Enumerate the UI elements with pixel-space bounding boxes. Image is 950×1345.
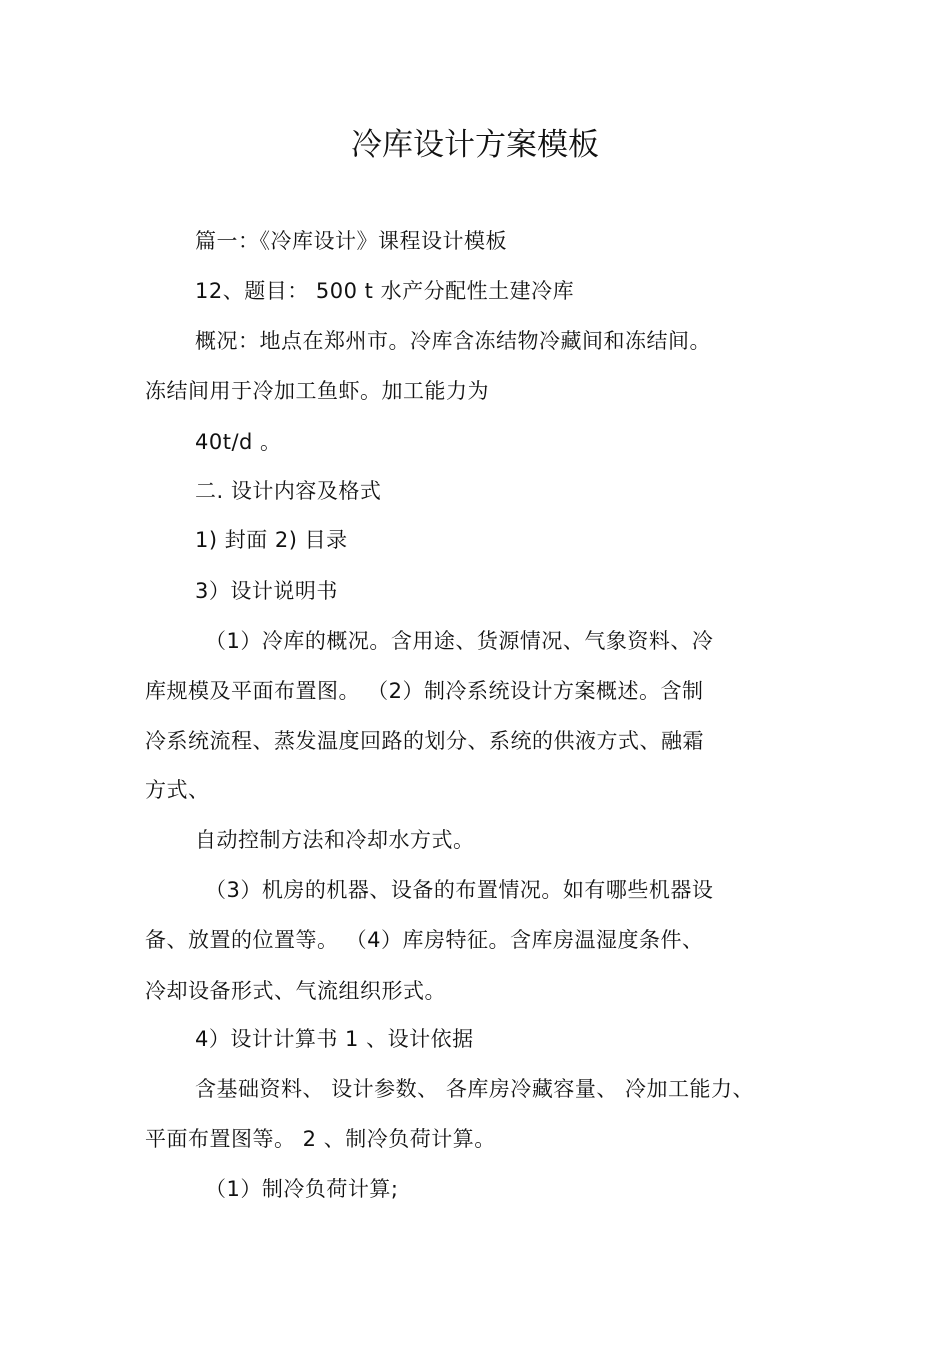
paragraph-line: 冷系统流程、蒸发温度回路的划分、系统的供液方式、融霜 — [145, 729, 704, 753]
document-title: 冷库设计方案模板 — [351, 127, 599, 163]
paragraph-line: 含基础资料、 设计参数、 各库房冷藏容量、 冷加工能力、 — [195, 1077, 755, 1101]
paragraph-line: 备、放置的位置等。 （4）库房特征。含库房温湿度条件、 — [145, 928, 704, 952]
paragraph-line: （1）制冷负荷计算; — [205, 1177, 399, 1201]
paragraph-line: 冻结间用于冷加工鱼虾。加工能力为 — [145, 379, 489, 403]
paragraph-line: （1）冷库的概况。含用途、货源情况、气象资料、冷 — [205, 629, 714, 653]
paragraph-line: 方式、 — [145, 778, 210, 802]
paragraph-line: （3）机房的机器、设备的布置情况。如有哪些机器设 — [205, 878, 714, 902]
paragraph-line: 40t/d 。 — [195, 430, 282, 454]
paragraph-line: 4）设计计算书 1 、设计依据 — [195, 1027, 474, 1051]
paragraph-line: 概况：地点在郑州市。冷库含冻结物冷藏间和冻结间。 — [195, 329, 711, 353]
paragraph-line: 1) 封面 2) 目录 — [195, 528, 348, 552]
paragraph-line: 二. 设计内容及格式 — [195, 479, 382, 503]
paragraph-line: 篇一：《冷库设计》课程设计模板 — [195, 229, 507, 253]
paragraph-line: 12、题目： 500 t 水产分配性土建冷库 — [195, 279, 575, 303]
paragraph-line: 平面布置图等。 2 、制冷负荷计算。 — [145, 1127, 496, 1151]
paragraph-line: 3）设计说明书 — [195, 579, 338, 603]
paragraph-line: 自动控制方法和冷却水方式。 — [195, 828, 475, 852]
paragraph-line: 库规模及平面布置图。 （2）制冷系统设计方案概述。含制 — [145, 679, 704, 703]
paragraph-line: 冷却设备形式、气流组织形式。 — [145, 979, 446, 1003]
